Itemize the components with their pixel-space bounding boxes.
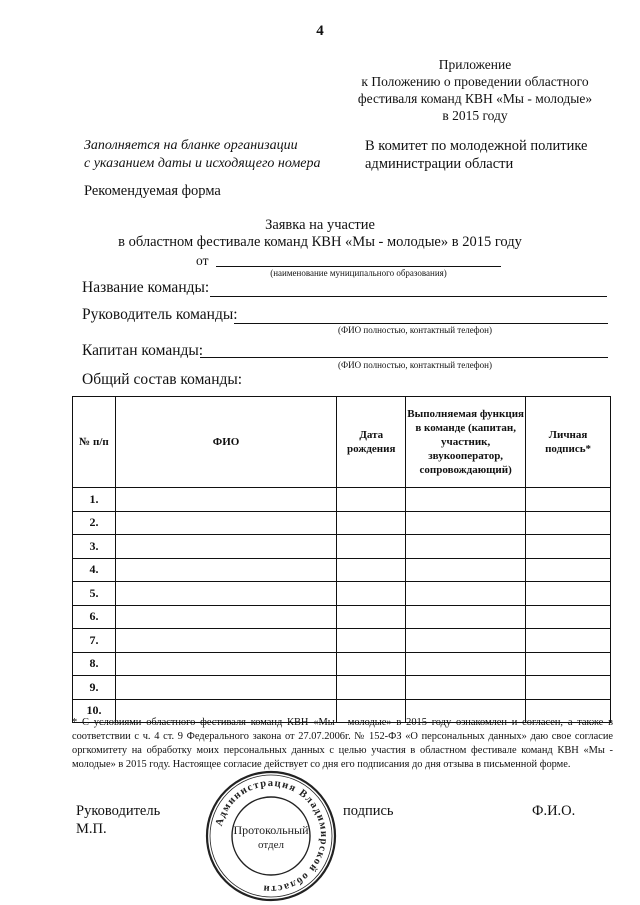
header-number: № п/п xyxy=(73,397,116,488)
team-leader-label: Руководитель команды: xyxy=(82,306,238,323)
signature-cell[interactable] xyxy=(526,511,611,535)
birth-date-cell[interactable] xyxy=(337,488,406,512)
role-cell[interactable] xyxy=(406,582,526,606)
row-number: 3. xyxy=(73,535,116,559)
stamp-ring-text: Администрация Владимирской области xyxy=(213,777,330,895)
addressee-line: В комитет по молодежной политике xyxy=(365,138,588,154)
table-row xyxy=(73,676,611,700)
birth-date-cell[interactable] xyxy=(337,582,406,606)
table-row xyxy=(73,511,611,535)
signature-label: подпись xyxy=(343,803,394,819)
stamp-icon xyxy=(203,768,339,904)
from-label: от xyxy=(196,253,209,268)
table-header-row xyxy=(73,397,611,488)
captain-caption: (ФИО полностью, контактный телефон) xyxy=(338,360,492,370)
birth-date-cell[interactable] xyxy=(337,676,406,700)
role-cell[interactable] xyxy=(406,676,526,700)
name-cell[interactable] xyxy=(115,676,336,700)
team-name-label: Название команды: xyxy=(82,279,210,296)
birth-date-cell[interactable] xyxy=(337,652,406,676)
stamp-center-line: отдел xyxy=(258,839,284,851)
consent-footnote: * С условиями областного фестиваля команд КВН «Мы - молодые» в 2015 году ознакомлен и согласен, а также в соответствии с ч. 4 ст. 9 Федерального закона от 27.07.2006г. № 152-ФЗ «О персональных данных» даю свое согласие оргкомитету на обработку моих персональных данных с целью участия в областном фестивале команд КВН «Мы - молодые» в 2015 году. Настоящее согласие действует со дня его подписания до дня отзыва в письменной форме. xyxy=(72,717,613,770)
appendix-line: фестиваля команд КВН «Мы - молодые» xyxy=(357,91,593,106)
header-signature: Личная подпись* xyxy=(526,397,611,488)
leader-signature-label: Руководитель xyxy=(76,803,161,819)
role-cell[interactable] xyxy=(406,629,526,653)
team-leader-field[interactable] xyxy=(234,323,608,324)
members-table xyxy=(72,396,611,723)
name-cell[interactable] xyxy=(115,605,336,629)
table-row xyxy=(73,535,611,559)
row-number: 1. xyxy=(73,488,116,512)
role-cell[interactable] xyxy=(406,558,526,582)
fill-instruction-line: с указанием даты и исходящего номера xyxy=(84,156,321,171)
appendix-line: к Положению о проведении областного xyxy=(361,74,589,89)
municipality-field[interactable] xyxy=(216,266,501,267)
title-line: Заявка на участие xyxy=(265,217,375,233)
row-number: 5. xyxy=(73,582,116,606)
stamp-center-line: Протокольный xyxy=(233,823,309,837)
name-cell[interactable] xyxy=(115,629,336,653)
birth-date-cell[interactable] xyxy=(337,511,406,535)
row-number: 8. xyxy=(73,652,116,676)
page-number: 4 xyxy=(316,23,324,39)
table-row xyxy=(73,488,611,512)
signature-cell[interactable] xyxy=(526,676,611,700)
fill-instruction-line: Заполняется на бланке организации xyxy=(84,138,298,153)
appendix-line: в 2015 году xyxy=(442,108,508,123)
document-title xyxy=(0,217,640,251)
name-cell[interactable] xyxy=(115,558,336,582)
signature-cell[interactable] xyxy=(526,629,611,653)
team-name-field[interactable] xyxy=(210,296,607,297)
row-number: 2. xyxy=(73,511,116,535)
signature-cell[interactable] xyxy=(526,488,611,512)
addressee-line: администрации области xyxy=(365,156,514,172)
role-cell[interactable] xyxy=(406,605,526,629)
signature-cell[interactable] xyxy=(526,652,611,676)
birth-date-cell[interactable] xyxy=(337,629,406,653)
name-cell[interactable] xyxy=(115,535,336,559)
fill-instruction xyxy=(84,137,320,173)
row-number: 9. xyxy=(73,676,116,700)
header-full-name: ФИО xyxy=(115,397,336,488)
role-cell[interactable] xyxy=(406,652,526,676)
appendix-heading xyxy=(330,56,620,124)
appendix-line: Приложение xyxy=(438,57,512,72)
birth-date-cell[interactable] xyxy=(337,605,406,629)
row-number: 6. xyxy=(73,605,116,629)
table-row xyxy=(73,629,611,653)
signature-cell[interactable] xyxy=(526,535,611,559)
table-row xyxy=(73,558,611,582)
role-cell[interactable] xyxy=(406,535,526,559)
row-number: 10. xyxy=(73,699,116,723)
form-label: Рекомендуемая форма xyxy=(84,183,221,199)
role-cell[interactable] xyxy=(406,511,526,535)
header-birth-date: Дата рождения xyxy=(337,397,406,488)
name-cell[interactable] xyxy=(115,488,336,512)
table-row xyxy=(73,605,611,629)
team-leader-caption: (ФИО полностью, контактный телефон) xyxy=(338,325,492,335)
signature-cell[interactable] xyxy=(526,558,611,582)
header-role: Выполняемая функция в команде (капитан, участник, звукооператор, сопровождающий) xyxy=(406,397,526,488)
captain-field[interactable] xyxy=(200,357,608,358)
captain-label: Капитан команды: xyxy=(82,342,204,359)
row-number: 4. xyxy=(73,558,116,582)
composition-label: Общий состав команды: xyxy=(82,371,243,388)
signature-cell[interactable] xyxy=(526,582,611,606)
signature-cell[interactable] xyxy=(526,605,611,629)
birth-date-cell[interactable] xyxy=(337,535,406,559)
addressee xyxy=(365,137,587,173)
role-cell[interactable] xyxy=(406,488,526,512)
title-line: в областном фестивале команд КВН «Мы - молодые» в 2015 году xyxy=(118,234,522,250)
seal-place-label: М.П. xyxy=(76,821,107,837)
name-cell[interactable] xyxy=(115,582,336,606)
full-name-label: Ф.И.О. xyxy=(532,803,576,819)
name-cell[interactable] xyxy=(115,652,336,676)
table-row xyxy=(73,582,611,606)
table-row xyxy=(73,652,611,676)
municipality-caption: (наименование муниципального образования) xyxy=(270,268,447,278)
birth-date-cell[interactable] xyxy=(337,558,406,582)
name-cell[interactable] xyxy=(115,511,336,535)
row-number: 7. xyxy=(73,629,116,653)
